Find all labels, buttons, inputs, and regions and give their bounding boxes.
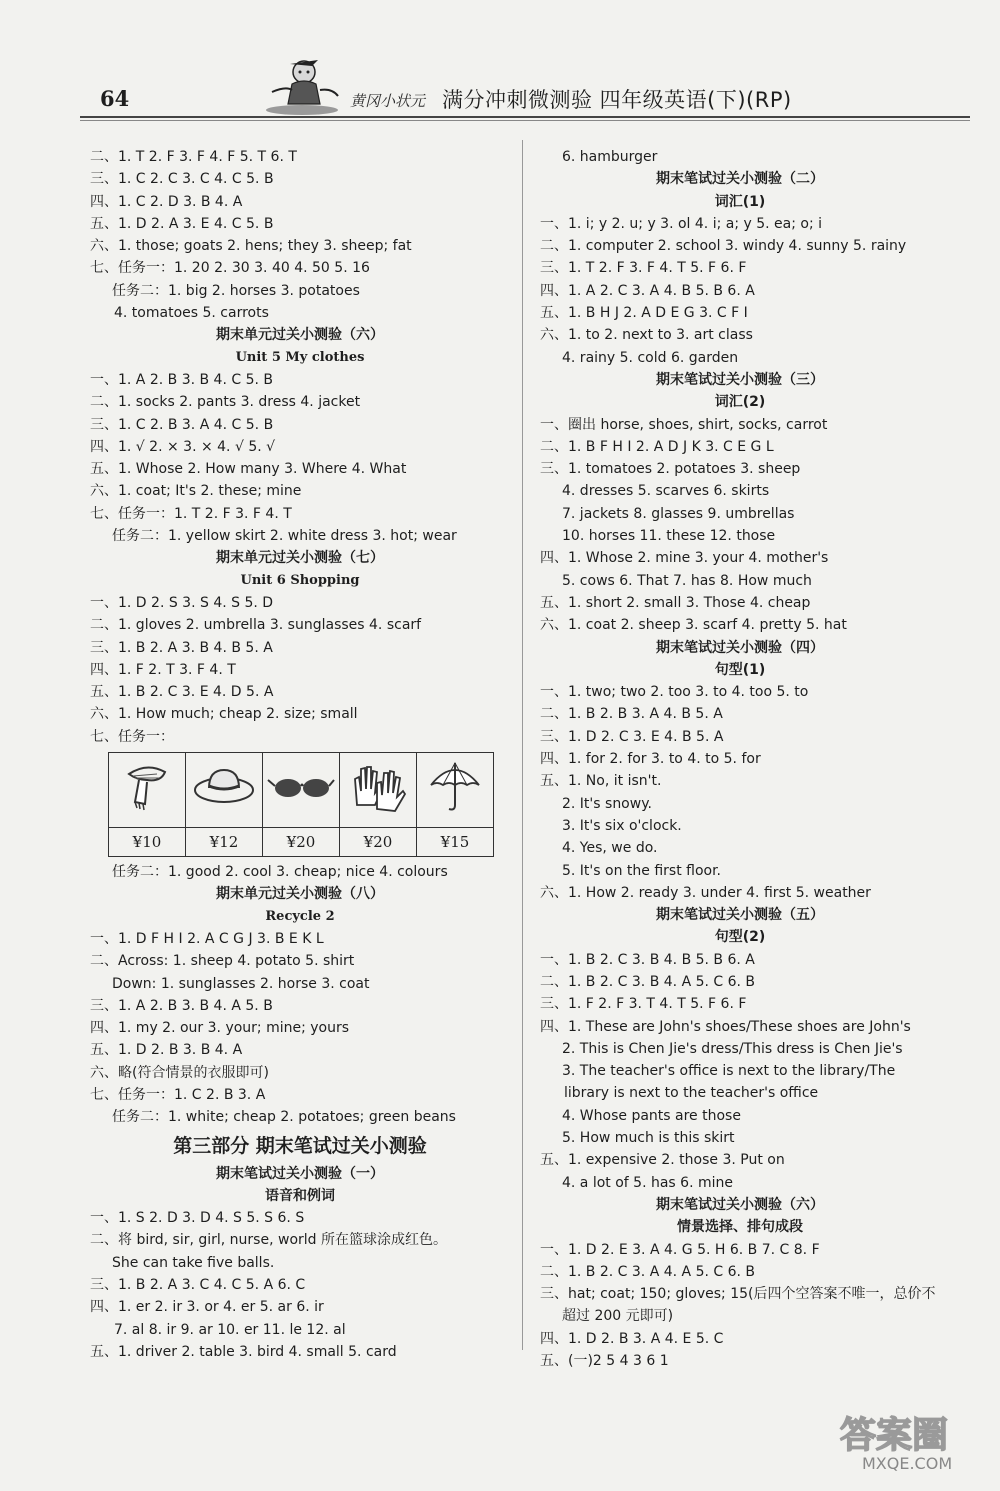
answer-line: 4. Whose pants are those	[562, 1107, 741, 1124]
answer-line: 五、(一)2 5 4 3 6 1	[540, 1353, 669, 1370]
answer-line: 五、1. expensive 2. those 3. Put on	[540, 1152, 785, 1169]
answer-line: 超过 200 元即可)	[562, 1308, 674, 1325]
answer-line: 3. The teacher's office is next to the library/The	[562, 1063, 896, 1080]
answer-line: 4. tomatoes 5. carrots	[114, 305, 269, 322]
answer-line: She can take five balls.	[112, 1254, 275, 1271]
answer-line: 7. jackets 8. glasses 9. umbrellas	[562, 505, 795, 522]
watermark-text: 答案圈	[840, 1415, 949, 1456]
answer-line: 四、1. F 2. T 3. F 4. T	[90, 661, 236, 678]
column-divider	[522, 140, 523, 1350]
section-heading: 句型(2)	[714, 929, 766, 946]
answer-line: 二、1. socks 2. pants 3. dress 4. jacket	[90, 394, 361, 411]
answer-line: 四、1. my 2. our 3. your; mine; yours	[90, 1020, 350, 1037]
right-column	[540, 146, 970, 1372]
answer-line: 三、1. T 2. F 3. F 4. T 5. F 6. F	[540, 260, 747, 277]
answer-line: 六、1. coat 2. sheep 3. scarf 4. pretty 5. hat	[540, 617, 847, 634]
answer-line: 三、1. B 2. A 3. C 4. C 5. A 6. C	[90, 1277, 306, 1294]
answer-line: 六、1. those; goats 2. hens; they 3. sheep; fat	[90, 238, 412, 255]
mascot-logo-icon	[262, 52, 342, 116]
section-heading: 期末笔试过关小测验（四）	[656, 639, 824, 656]
sunglasses-icon	[266, 756, 336, 816]
section-heading: 期末笔试过关小测验（二）	[656, 171, 824, 188]
unit-heading: Unit 6 Shopping	[240, 572, 360, 588]
answer-line: 三、1. B 2. A 3. B 4. B 5. A	[90, 639, 273, 656]
answer-line: 一、1. D 2. E 3. A 4. G 5. H 6. B 7. C 8. F	[540, 1241, 820, 1258]
answer-line: 一、圈出 horse, shoes, shirt, socks, carrot	[540, 416, 828, 433]
answer-line: 5. cows 6. That 7. has 8. How much	[562, 572, 812, 589]
answer-line: 7. al 8. ir 9. ar 10. er 11. le 12. al	[114, 1321, 346, 1338]
answer-line: 五、1. D 2. A 3. E 4. C 5. B	[90, 215, 274, 232]
price-cell-hat	[186, 753, 263, 828]
answer-line: 二、1. B 2. C 3. A 4. A 5. C 6. B	[540, 1263, 756, 1280]
answer-line: 五、1. B H J 2. A D E G 3. C F I	[540, 305, 748, 322]
answer-line: 二、1. gloves 2. umbrella 3. sunglasses 4. scarf	[90, 617, 422, 634]
answer-line: 2. It's snowy.	[562, 795, 652, 812]
price-cell-scarf	[109, 753, 186, 828]
answer-line: 二、Across: 1. sheep 4. potato 5. shirt	[90, 953, 355, 970]
answer-line: 四、1. Whose 2. mine 3. your 4. mother's	[540, 550, 829, 567]
section-heading: 期末单元过关小测验（八）	[216, 886, 384, 903]
answer-line: 一、1. two; two 2. too 3. to 4. too 5. to	[540, 684, 809, 701]
answer-line: 5. How much is this skirt	[562, 1130, 735, 1147]
answer-line: 四、1. C 2. D 3. B 4. A	[90, 193, 243, 210]
gloves-icon	[347, 755, 409, 817]
header-rule	[80, 116, 970, 118]
price-label: ¥20	[340, 828, 417, 857]
answer-line: 三、1. A 2. B 3. B 4. A 5. B	[90, 997, 273, 1014]
price-label: ¥10	[109, 828, 186, 857]
answer-line: 七、任务一：1. C 2. B 3. A	[90, 1086, 266, 1103]
answer-line: 任务二：1. good 2. cool 3. cheap; nice 4. colours	[112, 864, 448, 881]
umbrella-icon	[425, 755, 485, 817]
part-heading: 第三部分 期末笔试过关小测验	[173, 1134, 427, 1157]
unit-heading: Unit 5 My clothes	[235, 349, 365, 365]
answer-line: 三、1. tomatoes 2. potatoes 3. sheep	[540, 461, 801, 478]
answer-line: 4. dresses 5. scarves 6. skirts	[562, 483, 770, 500]
answer-line: library is next to the teacher's office	[564, 1085, 819, 1102]
page-number: 64	[100, 86, 130, 111]
price-cell-umbrella	[417, 753, 494, 828]
answer-line: 六、略(符合情景的衣服即可)	[90, 1064, 269, 1081]
answer-line: 二、将 bird, sir, girl, nurse, world 所在篮球涂成红色。	[90, 1232, 447, 1249]
answer-line: 一、1. A 2. B 3. B 4. C 5. B	[90, 371, 274, 388]
page-header-title: 满分冲刺微测验 四年级英语(下)(RP)	[442, 88, 792, 112]
section-heading: 期末笔试过关小测验（一）	[216, 1165, 384, 1182]
answer-line: 七、任务一：	[90, 728, 174, 745]
answer-line: 四、1. √ 2. × 3. × 4. √ 5. √	[90, 438, 276, 455]
price-cell-sunglasses	[263, 753, 340, 828]
answer-line: 六、1. to 2. next to 3. art class	[540, 327, 753, 344]
answer-line: 一、1. B 2. C 3. B 4. B 5. B 6. A	[540, 951, 755, 968]
answer-line: 五、1. D 2. B 3. B 4. A	[90, 1042, 243, 1059]
price-label: ¥15	[417, 828, 494, 857]
price-label: ¥20	[263, 828, 340, 857]
section-heading: 句型(1)	[714, 661, 766, 678]
answer-line: 四、1. A 2. C 3. A 4. B 5. B 6. A	[540, 282, 755, 299]
answer-line: 任务二：1. big 2. horses 3. potatoes	[112, 282, 360, 299]
section-heading: 语音和例词	[265, 1187, 335, 1204]
section-heading: 期末单元过关小测验（六）	[216, 327, 384, 344]
answer-line: 五、1. Whose 2. How many 3. Where 4. What	[90, 461, 407, 478]
answer-line: 四、1. for 2. for 3. to 4. to 5. for	[540, 751, 761, 768]
answer-line: 二、1. B 2. C 3. B 4. A 5. C 6. B	[540, 973, 756, 990]
answer-line: 四、1. D 2. B 3. A 4. E 5. C	[540, 1330, 724, 1347]
answer-line: 二、1. B F H I 2. A D J K 3. C E G L	[540, 438, 774, 455]
price-label: ¥12	[186, 828, 263, 857]
section-heading: 期末单元过关小测验（七）	[216, 550, 384, 567]
answer-line: 五、1. short 2. small 3. Those 4. cheap	[540, 594, 811, 611]
header-rule-thin	[80, 120, 970, 121]
watermark-logo	[832, 1407, 982, 1477]
answer-line: 4. Yes, we do.	[562, 840, 658, 857]
answer-line: 10. horses 11. these 12. those	[562, 528, 776, 545]
answer-line: 三、1. F 2. F 3. T 4. T 5. F 6. F	[540, 996, 747, 1013]
answer-line: 五、1. No, it isn't.	[540, 773, 662, 790]
answer-line: 六、1. How much; cheap 2. size; small	[90, 706, 358, 723]
price-cell-gloves	[340, 753, 417, 828]
left-column	[90, 146, 510, 1363]
section-heading: 期末笔试过关小测验（六）	[656, 1196, 824, 1213]
scarf-icon	[117, 756, 177, 816]
answer-line: 任务二：1. white; cheap 2. potatoes; green beans	[112, 1109, 456, 1126]
answer-line: 七、任务一：1. 20 2. 30 3. 40 4. 50 5. 16	[90, 260, 370, 277]
answer-line: 一、1. S 2. D 3. D 4. S 5. S 6. S	[90, 1210, 305, 1227]
answer-line: 六、1. coat; It's 2. these; mine	[90, 483, 302, 500]
section-heading: 词汇(2)	[714, 394, 766, 411]
section-heading: 期末笔试过关小测验（三）	[656, 371, 824, 388]
answer-line: 5. It's on the first floor.	[562, 862, 722, 879]
answer-line: 6. hamburger	[562, 149, 658, 165]
section-heading: 词汇(1)	[714, 193, 766, 210]
answer-line: 五、1. driver 2. table 3. bird 4. small 5. card	[90, 1343, 397, 1360]
answer-line: 三、hat; coat; 150; gloves; 15(后四个空答案不唯一，总价不	[540, 1286, 936, 1303]
answer-line: 任务二：1. yellow skirt 2. white dress 3. hot; wear	[112, 528, 457, 545]
answer-line: 五、1. B 2. C 3. E 4. D 5. A	[90, 684, 274, 701]
answer-line: Down: 1. sunglasses 2. horse 3. coat	[112, 975, 370, 992]
answer-line: 3. It's six o'clock.	[562, 817, 682, 834]
answer-line: 六、1. How 2. ready 3. under 4. first 5. weather	[540, 884, 871, 901]
answer-line: 三、1. C 2. B 3. A 4. C 5. B	[90, 416, 274, 433]
price-table	[108, 752, 494, 857]
answer-line: 二、1. computer 2. school 3. windy 4. sunny 5. rainy	[540, 238, 907, 255]
answer-line: 4. rainy 5. cold 6. garden	[562, 349, 739, 366]
answer-line: 一、1. i; y 2. u; y 3. ol 4. i; a; y 5. ea; o; i	[540, 215, 823, 232]
sun-hat-icon	[191, 756, 257, 816]
answer-line: 一、1. D 2. S 3. S 4. S 5. D	[90, 594, 274, 611]
section-heading: 情景选择、排句成段	[677, 1219, 803, 1236]
unit-heading: Recycle 2	[265, 908, 335, 924]
logo-text: 黄冈小状元	[350, 92, 426, 110]
answer-line: 2. This is Chen Jie's dress/This dress is Chen Jie's	[562, 1040, 903, 1057]
answer-line: 四、1. er 2. ir 3. or 4. er 5. ar 6. ir	[90, 1299, 324, 1316]
answer-line: 四、1. These are John's shoes/These shoes are John's	[540, 1018, 911, 1035]
answer-line: 七、任务一：1. T 2. F 3. F 4. T	[90, 505, 292, 522]
answer-line: 4. a lot of 5. has 6. mine	[562, 1174, 734, 1191]
answer-line: 二、1. T 2. F 3. F 4. F 5. T 6. T	[90, 149, 297, 165]
answer-line: 二、1. B 2. B 3. A 4. B 5. A	[540, 706, 723, 723]
section-heading: 期末笔试过关小测验（五）	[656, 907, 824, 924]
answer-line: 三、1. C 2. C 3. C 4. C 5. B	[90, 171, 274, 188]
answer-line: 一、1. D F H I 2. A C G J 3. B E K L	[90, 930, 324, 947]
watermark-url: MXQE.COM	[862, 1454, 953, 1473]
answer-line: 三、1. D 2. C 3. E 4. B 5. A	[540, 728, 724, 745]
